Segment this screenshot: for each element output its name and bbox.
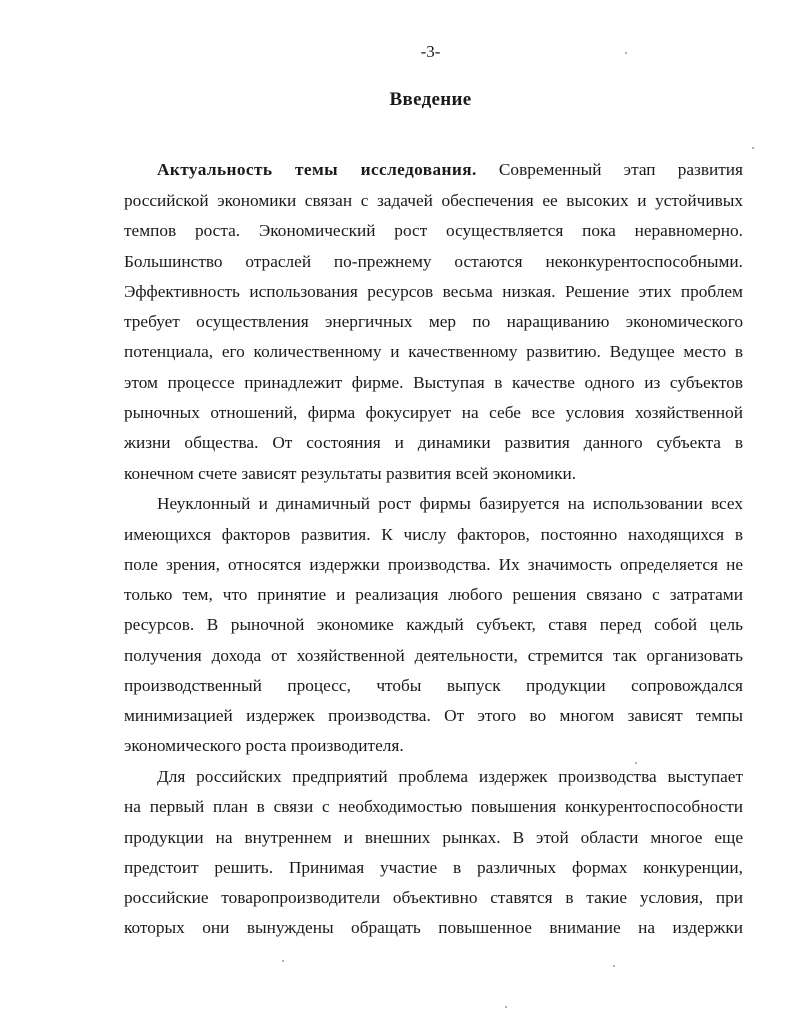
scan-speck	[625, 52, 627, 54]
paragraph-3-line-2: на первый план в связи с необходимостью повышения конкурентоспособности	[124, 797, 743, 816]
paragraph-2-line-3: поле зрения, относятся издержки производства. Их значимость определяется не	[124, 555, 743, 574]
paragraph-3-line-3: продукции на внутреннем и внешних рынках. В этой области многое еще	[124, 828, 743, 847]
paragraph-1-line-4: Большинство отраслей по-прежнему остаются неконкурентоспособными.	[124, 252, 743, 271]
paragraph-2-line-1: Неуклонный и динамичный рост фирмы базируется на использовании всех	[157, 494, 743, 513]
paragraph-1-line-2: российской экономики связан с задачей обеспечения ее высоких и устойчивых	[124, 191, 743, 210]
paragraph-1-line-5: Эффективность использования ресурсов весьма низкая. Решение этих проблем	[124, 282, 743, 301]
scan-speck	[752, 147, 754, 149]
lead-heading: Актуальность темы исследования.	[157, 160, 477, 179]
paragraph-1-line-3: темпов роста. Экономический рост осуществляется пока неравномерно.	[124, 221, 743, 240]
paragraph-2-line-4: только тем, что принятие и реализация любого решения связано с затратами	[124, 585, 743, 604]
paragraph-2-line-5: ресурсов. В рыночной экономике каждый субъект, ставя перед собой цель	[124, 615, 743, 634]
scan-speck	[613, 965, 615, 967]
paragraph-3-line-5: российские товаропроизводители объективно ставятся в такие условия, при	[124, 888, 743, 907]
paragraph-2-line-9: экономического роста производителя.	[124, 736, 404, 755]
scan-speck	[282, 960, 284, 962]
paragraph-1-line-6: требует осуществления энергичных мер по наращиванию экономического	[124, 312, 743, 331]
paragraph-1-line-1	[157, 160, 743, 180]
paragraph-3-line-4: предстоит решить. Принимая участие в различных формах конкуренции,	[124, 858, 743, 877]
paragraph-1-line-10: жизни общества. От состояния и динамики развития данного субъекта в	[124, 433, 743, 452]
paragraph-3-line-1: Для российских предприятий проблема издержек производства выступает	[157, 767, 743, 786]
scan-speck	[505, 1006, 507, 1008]
paragraph-2-line-2: имеющихся факторов развития. К числу факторов, постоянно находящихся в	[124, 525, 743, 544]
paragraph-1-line-8: этом процессе принадлежит фирме. Выступая в качестве одного из субъектов	[124, 373, 743, 392]
paragraph-1-line-11: конечном счете зависят результаты развития всей экономики.	[124, 464, 577, 483]
paragraph-3-line-6: которых они вынуждены обращать повышенное внимание на издержки	[124, 918, 743, 937]
paragraph-2-line-6: получения дохода от хозяйственной деятельности, стремится так организовать	[124, 646, 743, 665]
scan-speck	[635, 762, 637, 764]
paragraph-1-line-9: рыночных отношений, фирма фокусирует на себе все условия хозяйственной	[124, 403, 743, 422]
paragraph-2-line-7: производственный процесс, чтобы выпуск продукции сопровождался	[124, 676, 743, 695]
page-title: Введение	[389, 89, 472, 110]
page-number: -3-	[420, 42, 441, 61]
paragraph-1-line-1-text: Современный этап развития	[476, 160, 743, 179]
paragraph-1-line-7: потенциала, его количественному и качественному развитию. Ведущее место в	[124, 342, 743, 361]
paragraph-2-line-8: минимизацией издержек производства. От этого во многом зависят темпы	[124, 706, 743, 725]
